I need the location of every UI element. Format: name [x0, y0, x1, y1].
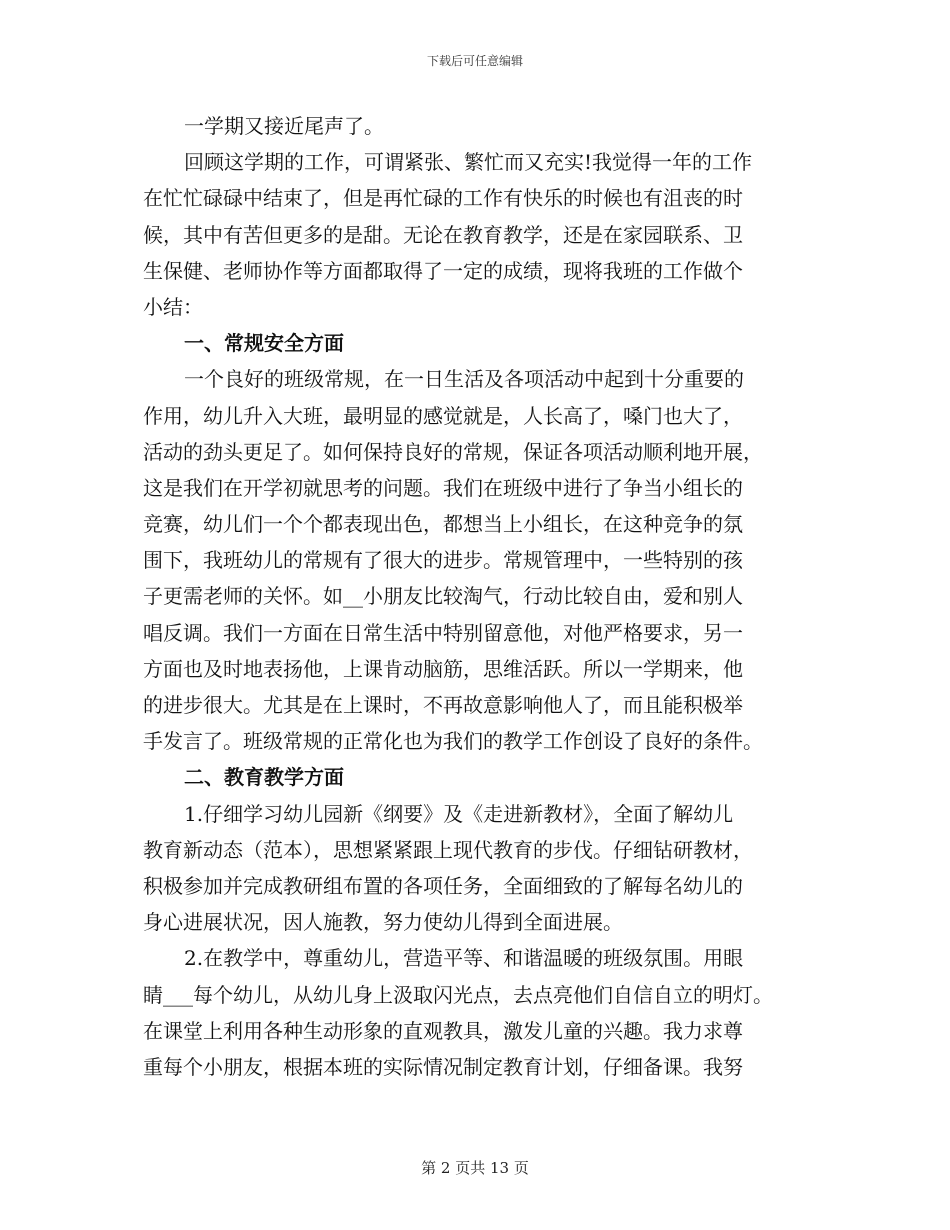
text-line: 回顾这学期的工作，可谓紧张、繁忙而又充实!我觉得一年的工作: [184, 150, 753, 175]
section-heading: 二、教育教学方面: [184, 765, 344, 790]
section-heading: 一、常规安全方面: [184, 331, 344, 356]
text-line: 候，其中有苦但更多的是甜。无论在教育教学，还是在家园联系、卫: [143, 222, 743, 247]
text-line: 作用，幼儿升入大班，最明显的感觉就是，人长高了，嗓门也大了，: [143, 403, 743, 428]
page-footer: 第 2 页共 13 页: [421, 1159, 529, 1177]
text-line: 积极参加并完成教研组布置的各项任务，全面细致的了解每名幼儿的: [143, 873, 743, 898]
text-line: 围下，我班幼儿的常规有了很大的进步。常规管理中，一些特别的孩: [143, 548, 743, 573]
text-line: 在忙忙碌碌中结束了，但是再忙碌的工作有快乐的时候也有沮丧的时: [143, 186, 743, 211]
text-line: 小结：: [143, 294, 203, 319]
text-line: 子更需老师的关怀。如__小朋友比较淘气，行动比较自由，爱和别人: [143, 584, 743, 609]
text-line: 竞赛，幼儿们一个个都表现出色，都想当上小组长，在这种竞争的氛: [143, 512, 743, 537]
text-line: 2.在教学中，尊重幼儿，营造平等、和谐温暖的班级氛围。用眼: [184, 946, 744, 971]
text-line: 的进步很大。尤其是在上课时，不再故意影响他人了，而且能积极举: [143, 693, 743, 717]
text-line: 唱反调。我们一方面在日常生活中特别留意他，对他严格要求，另一: [143, 620, 743, 645]
text-line: 一学期又接近尾声了。: [184, 114, 384, 138]
page-header: 下载后可任意编辑: [426, 54, 523, 68]
text-line: 这是我们在开学初就思考的问题。我们在班级中进行了争当小组长的: [143, 475, 743, 500]
text-line: 重每个小朋友，根据本班的实际情况制定教育计划，仔细备课。我努: [143, 1054, 743, 1079]
text-line: 1.仔细学习幼儿园新《纲要》及《走进新教材》，全面了解幼儿: [184, 801, 734, 826]
text-line: 身心进展状况，因人施教，努力使幼儿得到全面进展。: [143, 910, 623, 935]
text-line: 活动的劲头更足了。如何保持良好的常规，保证各项活动顺利地开展，: [143, 439, 763, 464]
text-line: 教育新动态（范本），思想紧紧跟上现代教育的步伐。仔细钻研教材，: [143, 837, 753, 862]
text-line: 手发言了。班级常规的正常化也为我们的教学工作创设了良好的条件。: [143, 729, 763, 754]
text-line: 一个良好的班级常规，在一日生活及各项活动中起到十分重要的: [184, 367, 744, 392]
text-line: 睛___每个幼儿，从幼儿身上汲取闪光点，去点亮他们自信自立的明灯。: [143, 982, 773, 1007]
document-body: [143, 108, 813, 1085]
text-line: 生保健、老师协作等方面都取得了一定的成绩，现将我班的工作做个: [143, 258, 743, 283]
text-line: 在课堂上利用各种生动形象的直观教具，激发儿童的兴趣。我力求尊: [143, 1018, 743, 1043]
text-line: 方面也及时地表扬他，上课肯动脑筋，思维活跃。所以一学期来，他: [143, 656, 743, 681]
